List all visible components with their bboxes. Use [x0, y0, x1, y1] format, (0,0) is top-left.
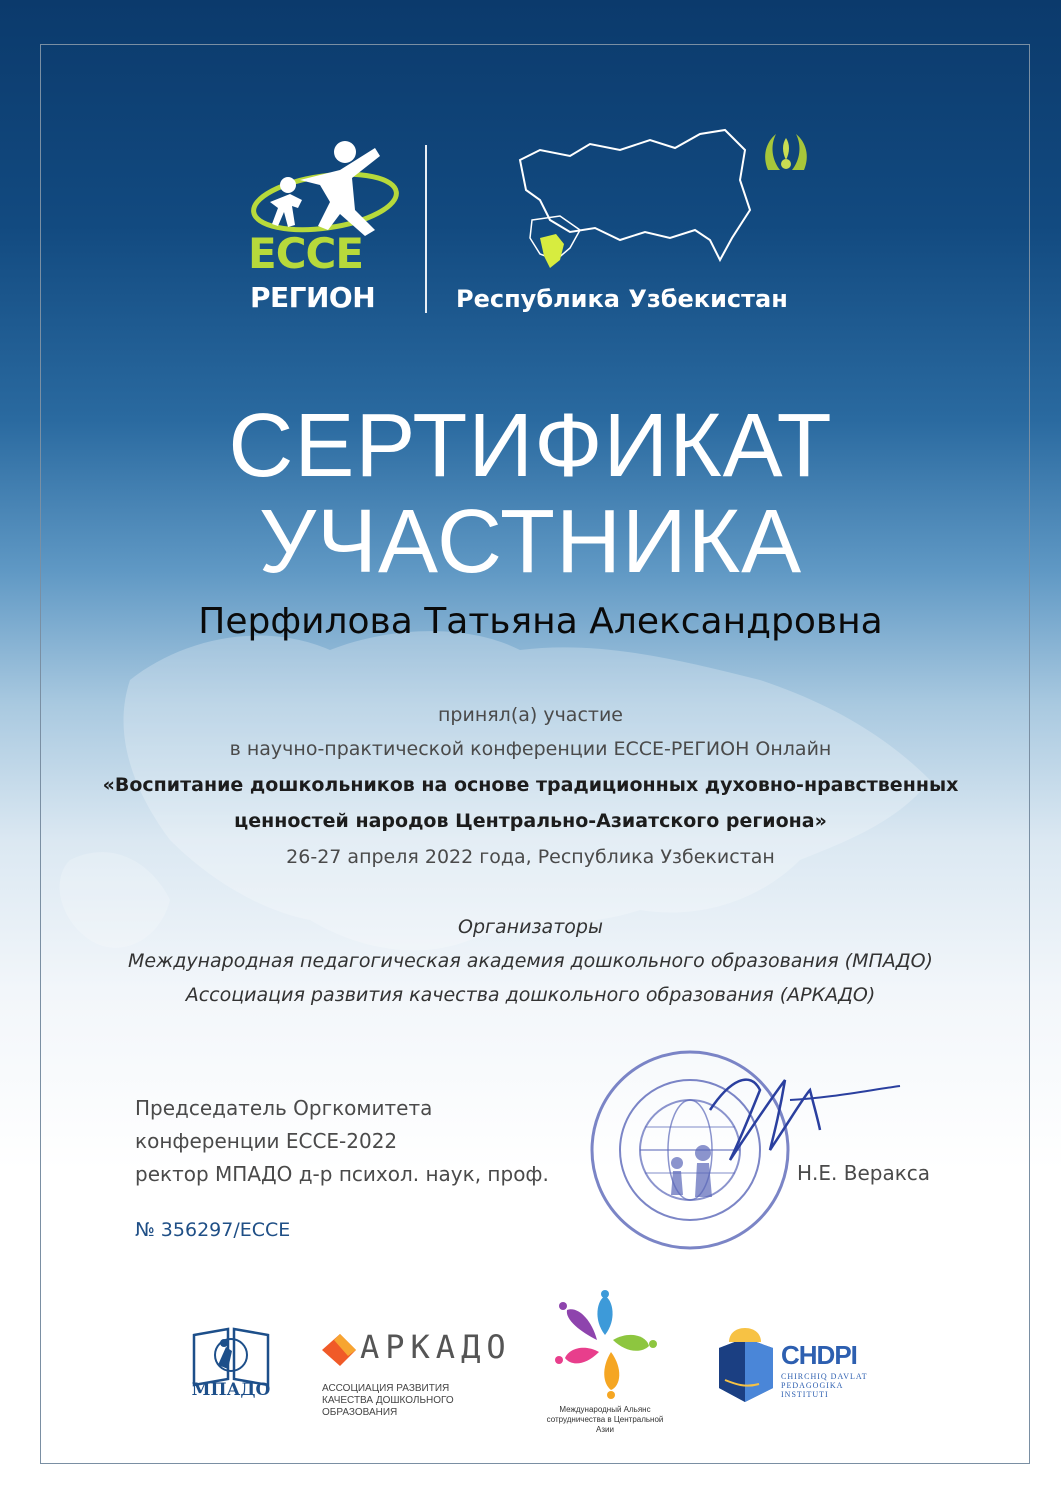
- handwritten-signature: [690, 1060, 910, 1170]
- chdpi-logo-name: CHDPI: [781, 1340, 857, 1370]
- participation-text: принял(а) участие: [438, 704, 623, 726]
- recipient-name: Перфилова Татьяна Александровна: [198, 601, 883, 642]
- alliance-flower-logo-icon: [545, 1290, 665, 1400]
- conference-topic-line1: «Воспитание дошкольников на основе традиционных духовно-нравственных: [102, 774, 959, 796]
- mpado-logo-label: МПАДО: [191, 1380, 271, 1400]
- header-divider: [425, 145, 427, 313]
- signer-title-block: [135, 1092, 595, 1191]
- arkado-logo-name: АРКАДО: [360, 1328, 512, 1366]
- organizer-mpado: Международная педагогическая академия дошкольного образования (МПАДО): [128, 950, 933, 972]
- signer-title-line3: ректор МПАДО д-р психол. наук, проф.: [135, 1162, 549, 1186]
- signer-title-line2: конференции ECCE-2022: [135, 1129, 398, 1153]
- certificate-title-line2: УЧАСТНИКА: [258, 492, 803, 592]
- signer-title-line1: Председатель Оргкомитета: [135, 1096, 433, 1120]
- conference-topic-line2: ценностей народов Центрально-Азиатского региона»: [234, 810, 827, 832]
- uzbekistan-emblem-icon: [760, 130, 812, 180]
- country-label: Республика Узбекистан: [456, 285, 788, 313]
- certificate-title-line1: СЕРТИФИКАТ: [228, 396, 833, 496]
- signer-name: Н.Е. Веракса: [797, 1161, 931, 1185]
- organizers-heading: Организаторы: [458, 916, 603, 938]
- russia-map-icon: [500, 120, 760, 280]
- alliance-logo-label: Международный Альянс сотрудничества в Центральной Азии: [546, 1405, 664, 1434]
- conference-text: в научно-практической конференции ECCE-РЕГИОН Онлайн: [229, 738, 832, 760]
- brand-line2: РЕГИОН: [250, 281, 376, 314]
- organizer-arkado: Ассоциация развития качества дошкольного образования (АРКАДО): [185, 984, 876, 1006]
- brand-line1: ECCE: [248, 229, 364, 278]
- certificate-number: № 356297/ECCE: [135, 1219, 291, 1241]
- chdpi-logo-subtitle: CHIRCHIQ DAVLAT PEDAGOGIKA INSTITUTI: [781, 1372, 868, 1399]
- arkado-logo-subtitle: АССОЦИАЦИЯ РАЗВИТИЯ КАЧЕСТВА ДОШКОЛЬНОГО ОБРАЗОВАНИЯ: [322, 1383, 454, 1418]
- conference-date: 26-27 апреля 2022 года, Республика Узбекистан: [286, 846, 775, 868]
